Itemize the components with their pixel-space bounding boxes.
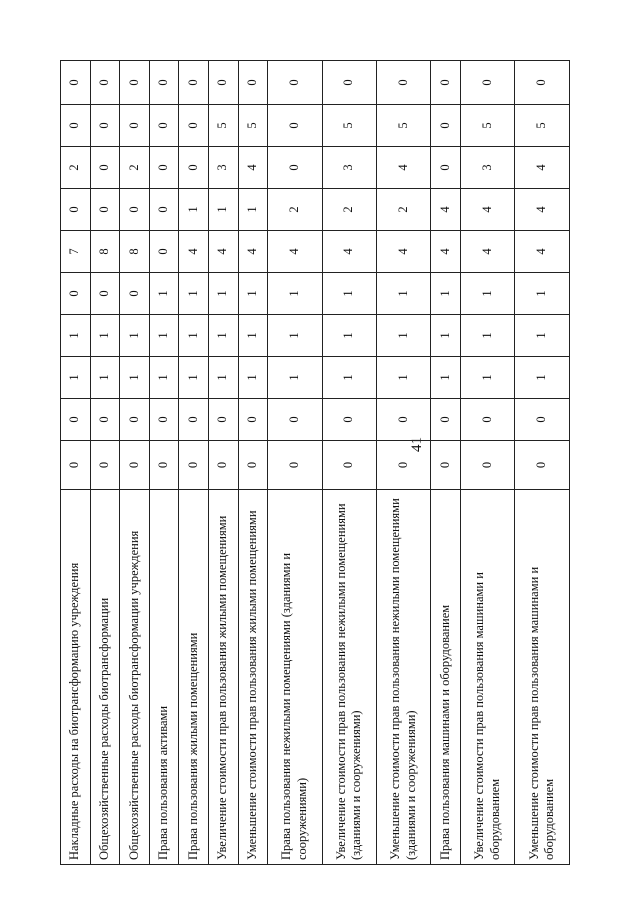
code-digit-cell: 0 — [149, 61, 179, 105]
row-label: Общехозяйственные расходы биотрансформации — [90, 490, 120, 865]
code-digit-cell: 0 — [61, 61, 91, 105]
code-digit-cell: 0 — [461, 441, 515, 490]
rotated-table-container — [60, 60, 570, 865]
row-label: Общехозяйственные расходы биотрансформации учреждения — [120, 490, 150, 865]
code-digit-cell: 2 — [377, 189, 431, 231]
code-digit-cell: 0 — [322, 399, 376, 441]
row-label: Права пользования нежилыми помещениями (зданиями и сооружениями) — [268, 490, 322, 865]
code-digit-cell: 4 — [377, 147, 431, 189]
table-row — [268, 61, 322, 865]
code-digit-cell: 1 — [515, 315, 570, 357]
code-digit-cell: 0 — [431, 147, 461, 189]
code-digit-cell: 1 — [268, 273, 322, 315]
code-digit-cell: 1 — [238, 189, 268, 231]
code-digit-cell: 1 — [431, 357, 461, 399]
code-digit-cell: 0 — [377, 441, 431, 490]
code-digit-cell: 0 — [238, 441, 268, 490]
code-digit-cell: 0 — [431, 399, 461, 441]
code-digit-cell: 3 — [322, 147, 376, 189]
row-label: Права пользования жилыми помещениями — [179, 490, 209, 865]
code-digit-cell: 1 — [120, 357, 150, 399]
code-digit-cell: 4 — [515, 147, 570, 189]
code-digit-cell: 4 — [461, 231, 515, 273]
code-digit-cell: 0 — [61, 273, 91, 315]
code-digit-cell: 0 — [268, 147, 322, 189]
table-row — [149, 61, 179, 865]
code-digit-cell: 1 — [179, 273, 209, 315]
code-digit-cell: 2 — [61, 147, 91, 189]
code-digit-cell: 1 — [179, 357, 209, 399]
code-digit-cell: 0 — [90, 441, 120, 490]
code-digit-cell: 1 — [322, 357, 376, 399]
code-digit-cell: 5 — [322, 105, 376, 147]
code-digit-cell: 0 — [149, 189, 179, 231]
code-digit-cell: 1 — [238, 273, 268, 315]
code-digit-cell: 1 — [377, 315, 431, 357]
code-digit-cell: 3 — [461, 147, 515, 189]
code-digit-cell: 0 — [120, 273, 150, 315]
code-digit-cell: 2 — [120, 147, 150, 189]
code-digit-cell: 1 — [461, 315, 515, 357]
code-digit-cell: 0 — [120, 399, 150, 441]
code-digit-cell: 4 — [322, 231, 376, 273]
row-label: Увеличение стоимости прав пользования машинами и оборудованием — [461, 490, 515, 865]
account-code-table — [60, 60, 570, 865]
code-digit-cell: 0 — [322, 441, 376, 490]
code-digit-cell: 0 — [149, 399, 179, 441]
code-digit-cell: 1 — [149, 273, 179, 315]
code-digit-cell: 4 — [431, 189, 461, 231]
code-digit-cell: 0 — [515, 61, 570, 105]
code-digit-cell: 1 — [238, 357, 268, 399]
code-digit-cell: 0 — [90, 61, 120, 105]
code-digit-cell: 0 — [61, 105, 91, 147]
code-digit-cell: 0 — [238, 399, 268, 441]
code-digit-cell: 1 — [461, 357, 515, 399]
code-digit-cell: 1 — [90, 357, 120, 399]
code-digit-cell: 0 — [431, 441, 461, 490]
code-digit-cell: 3 — [208, 147, 238, 189]
code-digit-cell: 7 — [61, 231, 91, 273]
code-digit-cell: 4 — [515, 189, 570, 231]
code-digit-cell: 0 — [120, 441, 150, 490]
table-row — [515, 61, 570, 865]
code-digit-cell: 4 — [515, 231, 570, 273]
row-label: Накладные расходы на биотрансформацию учреждения — [61, 490, 91, 865]
code-digit-cell: 0 — [149, 147, 179, 189]
code-digit-cell: 0 — [179, 61, 209, 105]
table-row — [90, 61, 120, 865]
code-digit-cell: 4 — [431, 231, 461, 273]
table-row — [431, 61, 461, 865]
code-digit-cell: 1 — [377, 357, 431, 399]
code-digit-cell: 0 — [268, 441, 322, 490]
page-number: 41 — [409, 437, 425, 452]
row-label: Увеличение стоимости прав пользования жилыми помещениями — [208, 490, 238, 865]
code-digit-cell: 1 — [461, 273, 515, 315]
code-digit-cell: 1 — [431, 273, 461, 315]
code-digit-cell: 0 — [431, 105, 461, 147]
code-digit-cell: 0 — [268, 105, 322, 147]
code-digit-cell: 1 — [179, 189, 209, 231]
code-digit-cell: 0 — [179, 105, 209, 147]
code-digit-cell: 0 — [90, 399, 120, 441]
code-digit-cell: 0 — [90, 189, 120, 231]
code-digit-cell: 1 — [61, 357, 91, 399]
code-digit-cell: 0 — [149, 105, 179, 147]
code-digit-cell: 1 — [149, 357, 179, 399]
code-digit-cell: 2 — [268, 189, 322, 231]
table-row — [377, 61, 431, 865]
code-digit-cell: 0 — [120, 61, 150, 105]
code-digit-cell: 0 — [179, 147, 209, 189]
code-digit-cell: 1 — [208, 357, 238, 399]
code-digit-cell: 1 — [120, 315, 150, 357]
code-digit-cell: 0 — [268, 399, 322, 441]
row-label: Уменьшение стоимости прав пользования нежилыми помещениями (зданиями и сооружениями) — [377, 490, 431, 865]
code-digit-cell: 5 — [238, 105, 268, 147]
code-digit-cell: 0 — [268, 61, 322, 105]
code-digit-cell: 0 — [377, 61, 431, 105]
code-digit-cell: 0 — [238, 61, 268, 105]
code-digit-cell: 0 — [515, 441, 570, 490]
code-digit-cell: 0 — [120, 105, 150, 147]
code-digit-cell: 0 — [90, 147, 120, 189]
code-digit-cell: 0 — [322, 61, 376, 105]
code-digit-cell: 1 — [515, 357, 570, 399]
code-digit-cell: 4 — [461, 189, 515, 231]
code-digit-cell: 1 — [61, 315, 91, 357]
code-digit-cell: 5 — [515, 105, 570, 147]
code-digit-cell: 0 — [515, 399, 570, 441]
row-label: Права пользования активами — [149, 490, 179, 865]
code-digit-cell: 0 — [120, 189, 150, 231]
code-digit-cell: 1 — [515, 273, 570, 315]
code-digit-cell: 1 — [179, 315, 209, 357]
code-digit-cell: 0 — [90, 105, 120, 147]
table-row — [322, 61, 376, 865]
table-row — [61, 61, 91, 865]
code-digit-cell: 1 — [377, 273, 431, 315]
code-digit-cell: 0 — [179, 441, 209, 490]
row-label: Уменьшение стоимости прав пользования жилыми помещениями — [238, 490, 268, 865]
code-digit-cell: 0 — [208, 61, 238, 105]
code-digit-cell: 1 — [149, 315, 179, 357]
code-digit-cell: 4 — [377, 231, 431, 273]
code-digit-cell: 0 — [149, 441, 179, 490]
code-digit-cell: 1 — [431, 315, 461, 357]
code-digit-cell: 0 — [149, 231, 179, 273]
code-digit-cell: 1 — [322, 315, 376, 357]
code-digit-cell: 1 — [268, 357, 322, 399]
row-label: Уменьшение стоимости прав пользования машинами и оборудованием — [515, 490, 570, 865]
code-digit-cell: 5 — [461, 105, 515, 147]
code-digit-cell: 1 — [90, 315, 120, 357]
code-digit-cell: 0 — [179, 399, 209, 441]
code-digit-cell: 0 — [461, 61, 515, 105]
code-digit-cell: 1 — [268, 315, 322, 357]
code-digit-cell: 0 — [208, 399, 238, 441]
table-row — [179, 61, 209, 865]
code-digit-cell: 0 — [61, 399, 91, 441]
code-digit-cell: 1 — [208, 273, 238, 315]
table-row — [120, 61, 150, 865]
table-body — [61, 61, 570, 865]
code-digit-cell: 0 — [461, 399, 515, 441]
code-digit-cell: 8 — [90, 231, 120, 273]
code-digit-cell: 4 — [268, 231, 322, 273]
code-digit-cell: 4 — [208, 231, 238, 273]
code-digit-cell: 5 — [208, 105, 238, 147]
row-label: Права пользования машинами и оборудованием — [431, 490, 461, 865]
code-digit-cell: 5 — [377, 105, 431, 147]
code-digit-cell: 0 — [208, 441, 238, 490]
code-digit-cell: 0 — [61, 189, 91, 231]
row-label: Увеличение стоимости прав пользования нежилыми помещениями (зданиями и сооружениями) — [322, 490, 376, 865]
code-digit-cell: 4 — [238, 147, 268, 189]
table-row — [461, 61, 515, 865]
code-digit-cell: 1 — [208, 315, 238, 357]
table-row — [208, 61, 238, 865]
table-row — [238, 61, 268, 865]
code-digit-cell: 1 — [238, 315, 268, 357]
code-digit-cell: 0 — [90, 273, 120, 315]
code-digit-cell: 0 — [377, 399, 431, 441]
code-digit-cell: 2 — [322, 189, 376, 231]
code-digit-cell: 0 — [61, 441, 91, 490]
code-digit-cell: 4 — [238, 231, 268, 273]
code-digit-cell: 1 — [208, 189, 238, 231]
code-digit-cell: 8 — [120, 231, 150, 273]
code-digit-cell: 0 — [431, 61, 461, 105]
code-digit-cell: 1 — [322, 273, 376, 315]
code-digit-cell: 4 — [179, 231, 209, 273]
